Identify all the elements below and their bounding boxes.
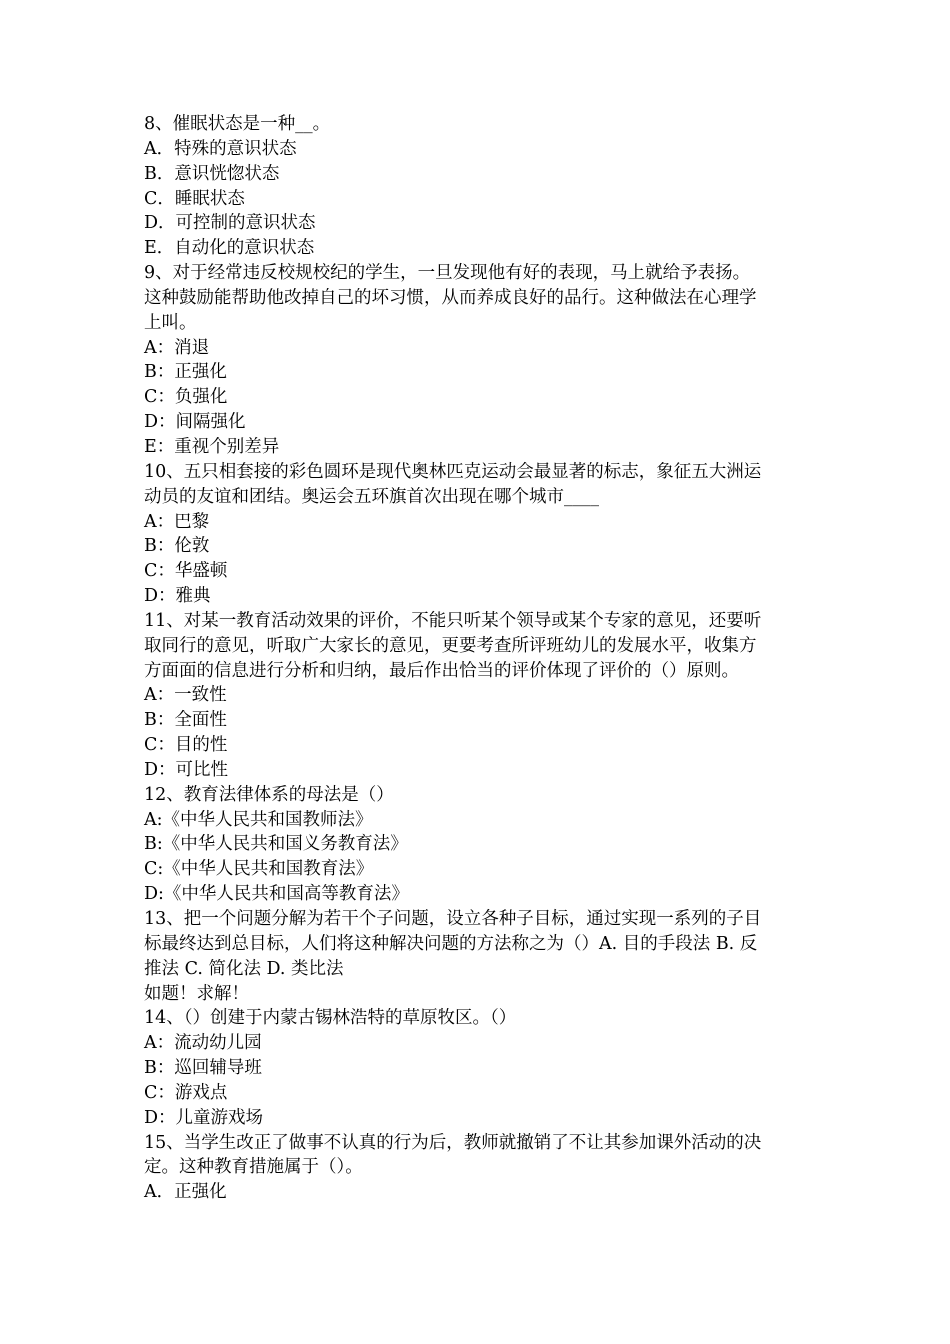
question-12-option-a: A:《中华人民共和国教师法》 xyxy=(144,809,373,830)
question-12-stem: 12、教育法律体系的母法是（） xyxy=(144,784,394,805)
question-10-stem-line-1: 10、五只相套接的彩色圆环是现代奥林匹克运动会最显著的标志，象征五大洲运 xyxy=(144,461,762,482)
question-15-stem-line-1: 15、当学生改正了做事不认真的行为后，教师就撤销了不让其参加课外活动的决 xyxy=(144,1132,762,1153)
question-10-option-c: C：华盛顿 xyxy=(144,561,228,582)
question-10-option-d: D：雅典 xyxy=(144,586,211,607)
question-11-stem-line-2: 取同行的意见，听取广大家长的意见，更要考查所评班幼儿的发展水平，收集方 xyxy=(144,635,757,656)
question-14-option-a: A：流动幼儿园 xyxy=(144,1033,262,1054)
question-15-stem-line-2: 定。这种教育措施属于（）。 xyxy=(144,1157,363,1178)
question-10-option-a: A：巴黎 xyxy=(144,511,210,532)
question-11-option-c: C：目的性 xyxy=(144,735,228,756)
document-page xyxy=(144,112,810,1205)
question-14-option-b: B：巡回辅导班 xyxy=(144,1058,262,1079)
question-9-option-a: A：消退 xyxy=(144,337,210,358)
question-8-option-b: B．意识恍惚状态 xyxy=(144,163,280,184)
question-14-option-d: D：儿童游戏场 xyxy=(144,1107,264,1128)
question-8-option-e: E．自动化的意识状态 xyxy=(144,238,315,259)
question-12-option-b: B:《中华人民共和国义务教育法》 xyxy=(144,834,408,855)
question-8-stem: 8、催眠状态是一种__。 xyxy=(144,114,331,134)
question-10-option-b: B：伦敦 xyxy=(144,536,210,557)
question-14-stem: 14、（）创建于内蒙古锡林浩特的草原牧区。（） xyxy=(144,1008,517,1029)
question-9-option-e: E：重视个别差异 xyxy=(144,436,280,457)
question-9-stem-line-1: 9、对于经常违反校规校纪的学生，一旦发现他有好的表现，马上就给予表扬。 xyxy=(144,263,751,284)
question-8-option-a: A．特殊的意识状态 xyxy=(144,138,297,159)
question-13-stem-line-3: 推法 C. 简化法 D. 类比法 xyxy=(144,958,344,979)
question-10-stem-line-2: 动员的友谊和团结。奥运会五环旗首次出现在哪个城市____ xyxy=(144,486,599,507)
question-11-stem-line-1: 11、对某一教育活动效果的评价，不能只听某个领导或某个专家的意见，还要听 xyxy=(144,610,762,631)
question-8-option-d: D．可控制的意识状态 xyxy=(144,213,316,234)
question-11-option-b: B：全面性 xyxy=(144,710,227,731)
question-9-stem-line-3: 上叫。 xyxy=(144,312,197,333)
question-11-stem-line-3: 方面面的信息进行分析和归纳，最后作出恰当的评价体现了评价的（）原则。 xyxy=(144,660,739,681)
question-9-option-c: C：负强化 xyxy=(144,387,228,408)
question-12-option-c: C:《中华人民共和国教育法》 xyxy=(144,859,374,880)
question-9-option-d: D：间隔强化 xyxy=(144,412,246,433)
question-13-stem-line-1: 13、把一个问题分解为若干个子问题，设立各种子目标，通过实现一系列的子目 xyxy=(144,909,762,929)
question-13-stem-line-2: 标最终达到总目标，人们将这种解决问题的方法称之为（）A. 目的手段法 B. 反 xyxy=(144,933,758,954)
question-13-note: 如题！求解！ xyxy=(144,983,249,1004)
question-14-option-c: C：游戏点 xyxy=(144,1082,228,1103)
question-8-option-c: C．睡眠状态 xyxy=(144,188,245,209)
question-12-option-d: D:《中华人民共和国高等教育法》 xyxy=(144,884,409,905)
question-11-option-a: A：一致性 xyxy=(144,685,227,706)
question-11-option-d: D：可比性 xyxy=(144,759,229,780)
question-15-option-a: A．正强化 xyxy=(144,1182,227,1203)
question-9-option-b: B：正强化 xyxy=(144,362,227,383)
question-9-stem-line-2: 这种鼓励能帮助他改掉自己的坏习惯，从而养成良好的品行。这种做法在心理学 xyxy=(144,287,757,308)
